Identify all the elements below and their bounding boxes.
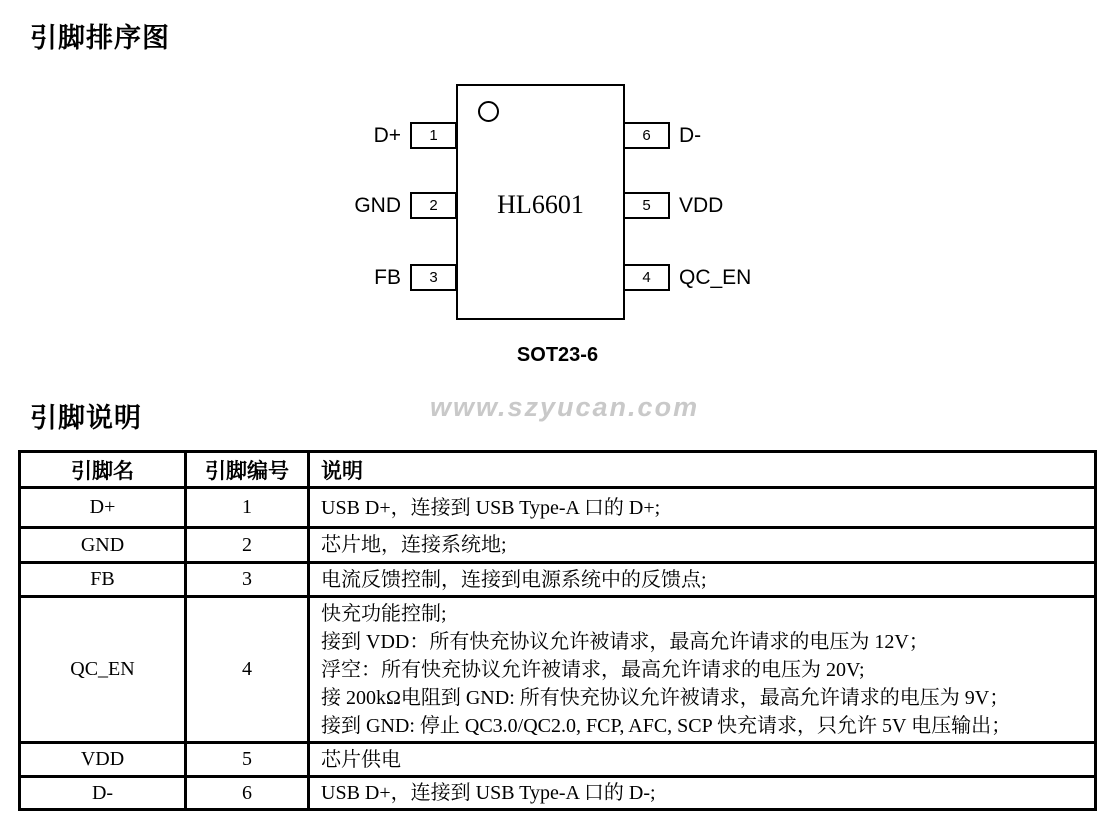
pin-number-cell: 4 xyxy=(186,597,309,743)
pin-1-label: D+ xyxy=(373,123,401,147)
pin-name-cell: FB xyxy=(20,563,186,597)
table-header-row xyxy=(20,452,1096,488)
pin-1-row xyxy=(300,122,457,149)
pin-4-label: QC_EN xyxy=(679,265,752,289)
pin-3-row xyxy=(300,264,457,291)
pin-5-label: VDD xyxy=(679,193,724,217)
table-row xyxy=(20,528,1096,563)
pin-desc-cell: 芯片地，连接系统地; xyxy=(309,528,1096,563)
pin-5-row xyxy=(623,192,798,219)
pin-4-box: 4 xyxy=(623,264,670,291)
pin-name-cell: D+ xyxy=(20,488,186,528)
chip-name: HL6601 xyxy=(497,190,584,219)
pin-desc-cell xyxy=(309,597,1096,743)
table-row xyxy=(20,597,1096,743)
desc-line: 接到 VDD：所有快充协议允许被请求，最高允许请求的电压为 12V； xyxy=(321,630,929,653)
pin-3-label: FB xyxy=(374,265,401,289)
pin-2-row xyxy=(300,192,457,219)
pin-2-box: 2 xyxy=(410,192,457,219)
pin-desc-cell: 芯片供电 xyxy=(309,743,1096,777)
package-label: SOT23-6 xyxy=(516,344,599,366)
pin-2-label: GND xyxy=(354,193,401,217)
desc-line: 接到 GND: 停止 QC3.0/QC2.0, FCP, AFC, SCP 快充请求，只允许 5V 电压输出； xyxy=(321,714,1012,737)
pin-6-row xyxy=(623,122,798,149)
pin-name-cell: VDD xyxy=(20,743,186,777)
pin-3-box: 3 xyxy=(410,264,457,291)
pin-number-cell: 1 xyxy=(186,488,309,528)
pin-number-cell: 3 xyxy=(186,563,309,597)
header-pin-name: 引脚名 xyxy=(20,452,186,488)
desc-line: 浮空：所有快充协议允许被请求，最高允许请求的电压为 20V; xyxy=(321,658,865,681)
pin-desc-cell: 电流反馈控制，连接到电源系统中的反馈点; xyxy=(309,563,1096,597)
pin-4-row xyxy=(623,264,798,291)
header-description: 说明 xyxy=(309,452,1096,488)
pin-number-cell: 2 xyxy=(186,528,309,563)
header-pin-number: 引脚编号 xyxy=(186,452,309,488)
watermark-text: www.szyucan.com xyxy=(430,392,700,422)
pin-diagram-title: 引脚排序图 xyxy=(30,23,170,53)
pin-1-box: 1 xyxy=(410,122,457,149)
table-row xyxy=(20,563,1096,597)
table-row xyxy=(20,488,1096,528)
table-row xyxy=(20,777,1096,810)
pin-desc-cell: USB D+，连接到 USB Type-A 口的 D+; xyxy=(309,488,1096,528)
pin1-indicator-circle xyxy=(478,101,499,122)
pin-number-cell: 6 xyxy=(186,777,309,810)
table-row xyxy=(20,743,1096,777)
pin-description-title: 引脚说明 xyxy=(30,403,142,433)
pin-6-label: D- xyxy=(679,123,702,147)
pin-description-table xyxy=(18,450,1097,811)
pin-5-box: 5 xyxy=(623,192,670,219)
pin-name-cell: D- xyxy=(20,777,186,810)
pin-name-cell: GND xyxy=(20,528,186,563)
pin-6-box: 6 xyxy=(623,122,670,149)
pin-number-cell: 5 xyxy=(186,743,309,777)
pin-desc-cell: USB D+，连接到 USB Type-A 口的 D-; xyxy=(309,777,1096,810)
desc-line: 快充功能控制; xyxy=(321,602,447,625)
desc-line: 接 200kΩ电阻到 GND: 所有快充协议允许被请求，最高允许请求的电压为 9V； xyxy=(321,686,1010,709)
pin-name-cell: QC_EN xyxy=(20,597,186,743)
